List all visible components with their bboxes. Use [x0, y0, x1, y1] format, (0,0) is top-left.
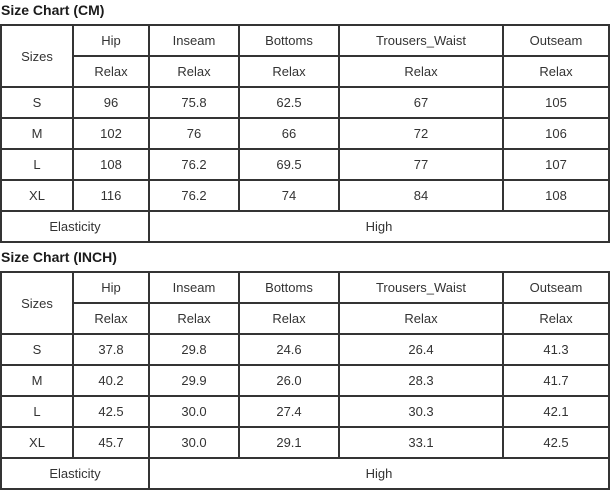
column-header-hip: Hip: [73, 272, 149, 303]
value-cell: 105: [503, 87, 609, 118]
corner-header-sizes: Sizes: [1, 25, 73, 87]
value-cell: 30.0: [149, 427, 239, 458]
value-cell: 41.7: [503, 365, 609, 396]
value-cell: 67: [339, 87, 503, 118]
corner-header-sizes: Sizes: [1, 272, 73, 334]
value-cell: 74: [239, 180, 339, 211]
value-cell: 41.3: [503, 334, 609, 365]
relax-subheader: Relax: [503, 303, 609, 334]
table-row: [1, 427, 609, 458]
value-cell: 40.2: [73, 365, 149, 396]
fit-subheader-row: [1, 303, 609, 334]
table-row: [1, 396, 609, 427]
elasticity-label: Elasticity: [1, 458, 149, 489]
value-cell: 29.8: [149, 334, 239, 365]
value-cell: 26.0: [239, 365, 339, 396]
table-row: [1, 87, 609, 118]
relax-subheader: Relax: [73, 56, 149, 87]
value-cell: 69.5: [239, 149, 339, 180]
value-cell: 45.7: [73, 427, 149, 458]
value-cell: 33.1: [339, 427, 503, 458]
value-cell: 116: [73, 180, 149, 211]
value-cell: 24.6: [239, 334, 339, 365]
header-row: [1, 272, 609, 303]
column-header-inseam: Inseam: [149, 272, 239, 303]
value-cell: 77: [339, 149, 503, 180]
size-cell: M: [1, 365, 73, 396]
size-cell: S: [1, 87, 73, 118]
column-header-outseam: Outseam: [503, 272, 609, 303]
value-cell: 30.3: [339, 396, 503, 427]
value-cell: 96: [73, 87, 149, 118]
relax-subheader: Relax: [339, 303, 503, 334]
size-cell: XL: [1, 180, 73, 211]
column-header-inseam: Inseam: [149, 25, 239, 56]
elasticity-row: [1, 211, 609, 242]
value-cell: 42.1: [503, 396, 609, 427]
size-cell: L: [1, 149, 73, 180]
value-cell: 62.5: [239, 87, 339, 118]
elasticity-row: [1, 458, 609, 489]
header-row: [1, 25, 609, 56]
table-row: [1, 365, 609, 396]
relax-subheader: Relax: [73, 303, 149, 334]
relax-subheader: Relax: [239, 303, 339, 334]
size-chart-inch-table: [0, 271, 610, 490]
value-cell: 42.5: [73, 396, 149, 427]
relax-subheader: Relax: [239, 56, 339, 87]
value-cell: 76.2: [149, 149, 239, 180]
value-cell: 42.5: [503, 427, 609, 458]
value-cell: 72: [339, 118, 503, 149]
relax-subheader: Relax: [503, 56, 609, 87]
relax-subheader: Relax: [339, 56, 503, 87]
value-cell: 108: [503, 180, 609, 211]
value-cell: 106: [503, 118, 609, 149]
value-cell: 30.0: [149, 396, 239, 427]
value-cell: 29.9: [149, 365, 239, 396]
column-header-outseam: Outseam: [503, 25, 609, 56]
size-cell: XL: [1, 427, 73, 458]
value-cell: 108: [73, 149, 149, 180]
value-cell: 28.3: [339, 365, 503, 396]
elasticity-value: High: [149, 211, 609, 242]
size-chart-inch-title: Size Chart (INCH): [1, 249, 117, 265]
value-cell: 76.2: [149, 180, 239, 211]
size-cell: M: [1, 118, 73, 149]
size-chart-cm-table: [0, 24, 610, 243]
size-cell: S: [1, 334, 73, 365]
value-cell: 37.8: [73, 334, 149, 365]
column-header-trousers-waist: Trousers_Waist: [339, 272, 503, 303]
value-cell: 84: [339, 180, 503, 211]
fit-subheader-row: [1, 56, 609, 87]
table-row: [1, 180, 609, 211]
column-header-bottoms: Bottoms: [239, 25, 339, 56]
column-header-bottoms: Bottoms: [239, 272, 339, 303]
table-row: [1, 334, 609, 365]
column-header-hip: Hip: [73, 25, 149, 56]
value-cell: 29.1: [239, 427, 339, 458]
table-row: [1, 118, 609, 149]
relax-subheader: Relax: [149, 56, 239, 87]
value-cell: 66: [239, 118, 339, 149]
value-cell: 76: [149, 118, 239, 149]
value-cell: 27.4: [239, 396, 339, 427]
value-cell: 26.4: [339, 334, 503, 365]
relax-subheader: Relax: [149, 303, 239, 334]
size-cell: L: [1, 396, 73, 427]
elasticity-value: High: [149, 458, 609, 489]
value-cell: 75.8: [149, 87, 239, 118]
column-header-trousers-waist: Trousers_Waist: [339, 25, 503, 56]
value-cell: 102: [73, 118, 149, 149]
size-chart-cm-title: Size Chart (CM): [1, 2, 105, 18]
table-row: [1, 149, 609, 180]
value-cell: 107: [503, 149, 609, 180]
elasticity-label: Elasticity: [1, 211, 149, 242]
